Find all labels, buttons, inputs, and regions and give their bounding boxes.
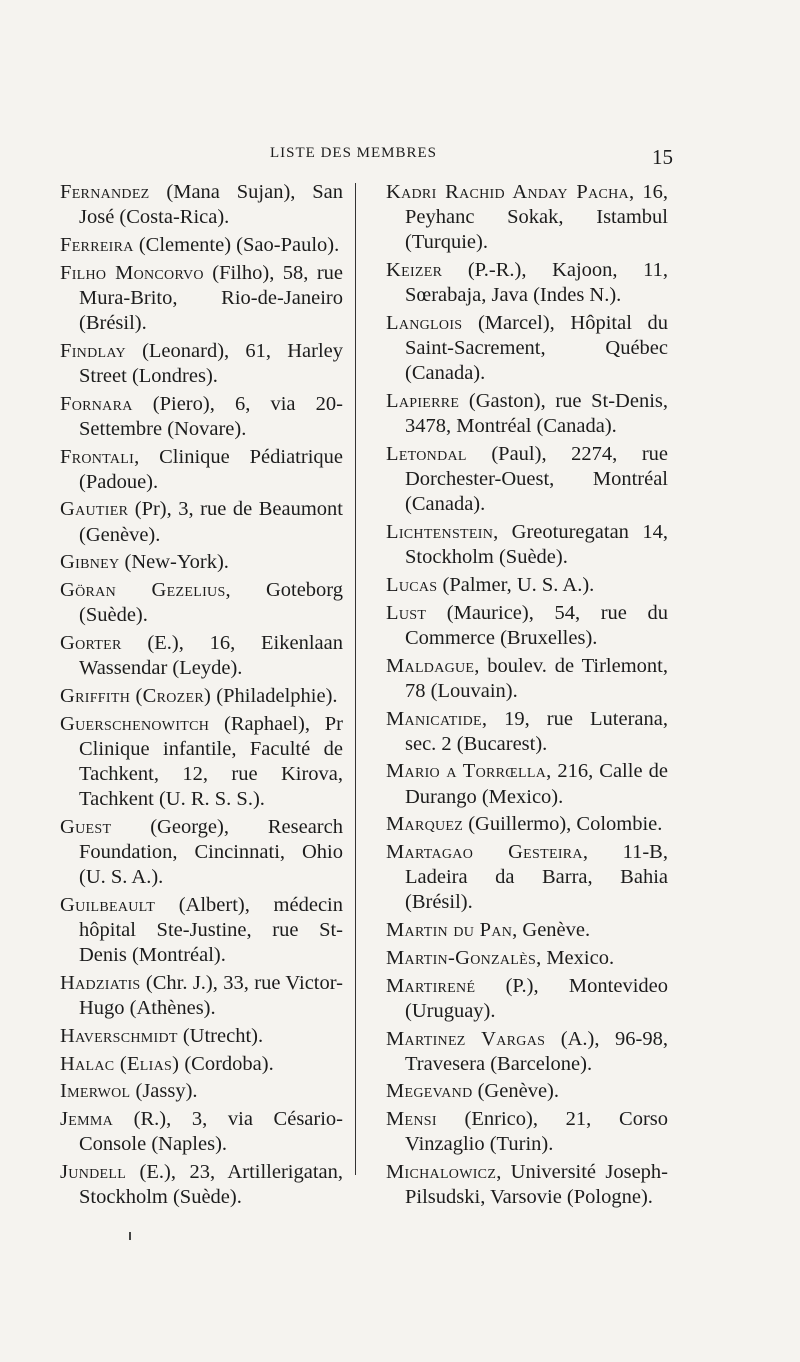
member-name: Megevand	[386, 1080, 473, 1103]
member-name: Marquez	[386, 813, 464, 836]
member-name: Lichtenstein	[386, 521, 494, 544]
member-entry	[60, 1052, 343, 1077]
member-name: Filho Moncorvo	[60, 261, 204, 284]
member-name: Haverschmidt	[60, 1025, 178, 1047]
member-entry	[60, 550, 343, 575]
member-name: Lucas	[386, 574, 438, 597]
left-column	[60, 180, 343, 1213]
member-entry	[60, 578, 343, 628]
member-details: (Palmer, U. S. A.).	[437, 574, 595, 597]
member-details: (Pr), 3, rue de Beaumont (Genève).	[79, 498, 343, 546]
member-name: Jundell	[60, 1161, 127, 1184]
member-details: , Université Joseph-Pilsudski, Varsovie (Pologne).	[405, 1161, 668, 1209]
member-entry	[386, 974, 668, 1024]
member-entry	[386, 1160, 668, 1210]
running-header	[0, 145, 800, 169]
member-name: Halac (Elias)	[60, 1052, 180, 1075]
member-entry	[386, 442, 668, 518]
member-name: Keizer	[386, 259, 443, 282]
member-entry	[386, 707, 668, 757]
member-name: Martinez Vargas	[386, 1027, 546, 1050]
member-details: , 19, rue Luterana, sec. 2 (Bucarest).	[405, 707, 668, 755]
member-name: Mario a Torrœlla	[386, 760, 547, 783]
member-entry	[386, 654, 668, 704]
member-entry	[60, 712, 343, 813]
member-details: , boulev. de Tirlemont, 78 (Louvain).	[405, 654, 668, 702]
page-title: LISTE DES MEMBRES	[270, 145, 438, 161]
member-details: (Piero), 6, via 20-Settembre (Novare).	[79, 392, 343, 440]
member-entry	[60, 684, 343, 709]
member-entry	[386, 601, 668, 651]
member-entry	[60, 445, 343, 495]
member-name: Letondal	[386, 443, 467, 466]
member-entry	[386, 759, 668, 809]
member-name: Guest	[60, 815, 112, 838]
member-entry	[60, 392, 343, 442]
member-entry	[386, 1107, 668, 1157]
member-entry	[60, 815, 343, 891]
member-entry	[386, 946, 668, 971]
member-entry	[60, 261, 343, 337]
member-details: , Clinique Pédiatrique (Padoue).	[79, 445, 343, 493]
member-name: Manicatide	[386, 707, 482, 730]
member-details: (George), Research Foundation, Cincinnati, Ohio (U. S. A.).	[79, 815, 343, 889]
member-details: (R.), 3, via Césario-Console (Naples).	[79, 1108, 343, 1156]
member-name: Fernandez	[60, 181, 150, 203]
member-details: (Philadelphie).	[211, 684, 338, 707]
member-name: Fornara	[60, 392, 133, 415]
member-name: Göran Gezelius	[60, 579, 226, 602]
member-name: Guilbeault	[60, 893, 156, 916]
member-name: Kadri Rachid Anday Pacha	[386, 181, 629, 203]
member-details: , 216, Calle de Durango (Mexico).	[405, 760, 668, 808]
member-name: Maldague	[386, 654, 475, 677]
member-details: (A.), 96-98, Travesera (Barcelone).	[405, 1027, 668, 1075]
member-details: (Enrico), 21, Corso Vinzaglio (Turin).	[405, 1108, 668, 1156]
member-entry	[386, 918, 668, 943]
member-details: , 11-B, Ladeira da Barra, Bahia (Brésil).	[405, 841, 668, 914]
member-name: Griffith (Crozer)	[60, 684, 212, 707]
member-details: (Albert), médecin hôpital Ste-Justine, rue St-Denis (Montréal).	[79, 893, 343, 967]
member-details: (E.), 23, Artillerigatan, Stockholm (Suède).	[79, 1161, 343, 1209]
member-entry	[60, 233, 343, 258]
member-name: Findlay	[60, 339, 126, 362]
member-name: Hadziatis	[60, 972, 141, 995]
member-name: Michalowicz	[386, 1161, 497, 1184]
member-details: (P.-R.), Kajoon, 11, Sœrabaja, Java (Indes N.).	[405, 259, 668, 307]
member-entry	[386, 389, 668, 439]
member-entry	[386, 573, 668, 598]
member-details: , Mexico.	[536, 946, 615, 969]
member-entry	[60, 1024, 343, 1049]
member-details: (Leonard), 61, Harley Street (Londres).	[79, 339, 343, 387]
member-details: , Goteborg (Suède).	[79, 579, 343, 627]
member-entry	[386, 520, 668, 570]
member-name: Guerschenowitch	[60, 712, 210, 735]
member-name: Martin du Pan	[386, 919, 513, 942]
member-details: (Guillermo), Colombie.	[463, 813, 663, 836]
member-details: (Cordoba).	[179, 1052, 274, 1075]
column-divider	[355, 183, 356, 1175]
member-details: (Raphael), Pr Clinique infantile, Faculté de Tachkent, 12, rue Kirova, Tachkent (U. R. S. S.).	[79, 712, 343, 811]
member-name: Martirené	[386, 974, 476, 997]
member-name: Martagao Gesteira	[386, 841, 583, 864]
member-name: Jemma	[60, 1108, 114, 1131]
member-name: Gautier	[60, 498, 129, 521]
member-name: Frontali	[60, 445, 135, 468]
member-details: (Marcel), Hôpital du Saint-Sacrement, Québec (Canada).	[405, 312, 668, 385]
member-entry	[60, 893, 343, 969]
member-entry	[386, 812, 668, 837]
page-number: 15	[652, 145, 673, 169]
member-entry	[386, 840, 668, 916]
member-details: (P.), Montevideo (Uruguay).	[405, 974, 668, 1022]
member-entry	[60, 1079, 343, 1104]
member-details: (New-York).	[119, 551, 229, 574]
member-details: (Mana Sujan), San José (Costa-Rica).	[79, 181, 343, 229]
ink-mark	[129, 1232, 131, 1240]
member-entry	[60, 1160, 343, 1210]
member-details: (Clemente) (Sao-Paulo).	[133, 233, 340, 256]
member-entry	[386, 1079, 668, 1104]
member-name: Lust	[386, 601, 427, 624]
right-column	[386, 180, 668, 1213]
member-entry	[386, 311, 668, 387]
member-name: Mensi	[386, 1108, 437, 1131]
member-details: (Genève).	[472, 1080, 559, 1103]
member-entry	[60, 631, 343, 681]
member-entry	[386, 180, 668, 256]
member-name: Ferreira	[60, 233, 134, 256]
member-name: Langlois	[386, 312, 463, 335]
member-name: Imerwol	[60, 1080, 131, 1103]
member-details: (Jassy).	[130, 1080, 198, 1103]
member-details: (E.), 16, Eikenlaan Wassendar (Leyde).	[79, 631, 343, 680]
member-entry	[386, 258, 668, 308]
member-entry	[60, 497, 343, 547]
member-name: Gibney	[60, 551, 120, 574]
member-details: (Gaston), rue St-Denis, 3478, Montréal (Canada).	[405, 390, 668, 438]
member-details: (Chr. J.), 33, rue Victor-Hugo (Athènes).	[79, 972, 343, 1020]
member-details: (Filho), 58, rue Mura-Brito, Rio-de-Janeiro (Brésil).	[79, 261, 343, 335]
member-details: (Maurice), 54, rue du Commerce (Bruxelles).	[405, 601, 668, 649]
member-details: (Paul), 2274, rue Dorchester-Ouest, Montréal (Canada).	[405, 443, 668, 516]
member-entry	[60, 1107, 343, 1157]
member-entry	[386, 1027, 668, 1077]
member-name: Martin-Gonzalès	[386, 946, 537, 969]
member-entry	[60, 180, 343, 230]
member-details: , Genève.	[512, 919, 591, 942]
member-details: (Utrecht).	[177, 1025, 264, 1047]
member-name: Lapierre	[386, 390, 460, 413]
member-details: , Greoturegatan 14, Stockholm (Suède).	[405, 521, 668, 569]
member-details: , 16, Peyhanc Sokak, Istambul (Turquie).	[405, 181, 668, 254]
member-name: Gorter	[60, 631, 122, 654]
member-entry	[60, 971, 343, 1021]
member-entry	[60, 339, 343, 389]
